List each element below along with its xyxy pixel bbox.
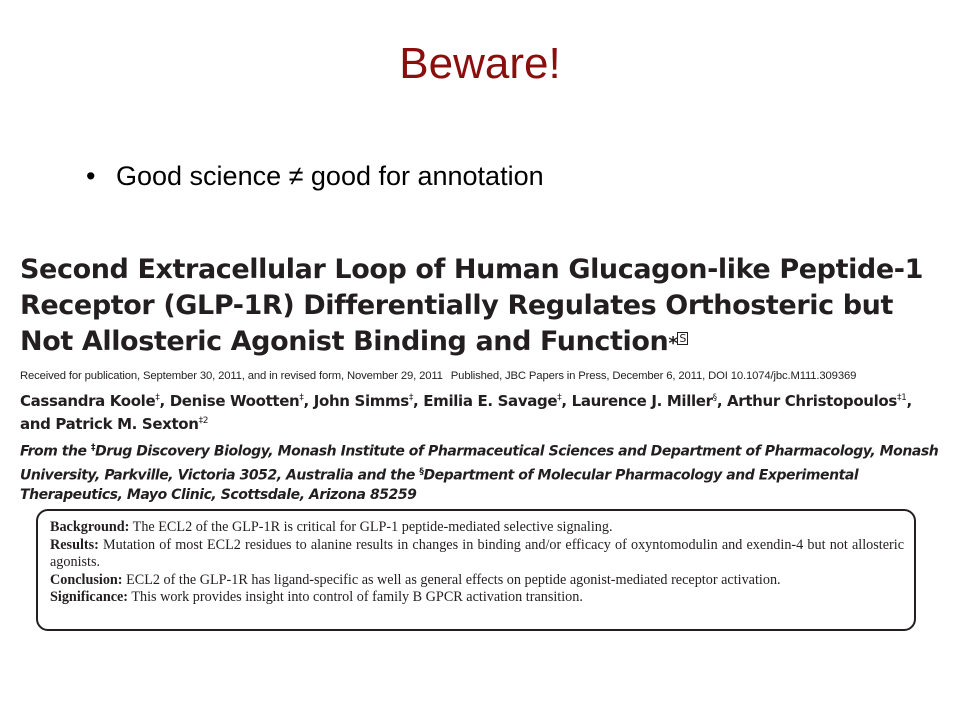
author-name: Cassandra Koole xyxy=(20,392,156,410)
author-separator: , xyxy=(413,392,424,410)
significance-text: This work provides insight into control of family B GPCR activation transition. xyxy=(128,589,583,605)
author-affil-mark: § xyxy=(712,393,717,403)
author-affil-mark: ‡ xyxy=(299,393,304,403)
received-text: Received for publication, September 30, 2011, and in revised form, November 29, 2011 xyxy=(20,370,443,382)
author-affil-mark: ‡2 xyxy=(198,416,209,426)
paper-title xyxy=(20,252,950,360)
author-separator: , xyxy=(906,392,912,410)
abstract-background xyxy=(50,519,904,537)
affil-text-2: Department of Molecular Pharmacology and Experimental Therapeutics, Mayo Clinic, Scottsdale, Arizona 85259 xyxy=(20,467,859,504)
author-separator: , xyxy=(561,392,572,410)
results-text: Mutation of most ECL2 residues to alanine results in changes in binding and/or efficacy of oxyntomodulin and exendin-4 but not allosteric agonists. xyxy=(50,536,904,570)
background-text: The ECL2 of the GLP-1R is critical for GLP-1 peptide-mediated selective signaling. xyxy=(129,519,613,535)
affil-from: From the xyxy=(20,443,91,460)
author-name: Emilia E. Savage xyxy=(423,392,558,410)
significance-label: Significance: xyxy=(50,589,129,605)
author-affil-mark: ‡ xyxy=(557,393,562,403)
author-name: John Simms xyxy=(313,392,409,410)
author-and: and xyxy=(20,415,56,433)
author-name: Arthur Christopoulos xyxy=(727,392,897,410)
author-separator: , xyxy=(716,392,728,410)
published-text: Published, JBC Papers in Press, December 6, 2011, DOI 10.1074/jbc.M111.309369 xyxy=(450,370,857,382)
paper-header xyxy=(20,252,950,505)
paper-title-line-1: Second Extracellular Loop of Human Glucagon-like Peptide-1 xyxy=(20,254,923,285)
conclusion-text: ECL2 of the GLP-1R has ligand-specific as well as general effects on peptide agonist-mediated receptor activation. xyxy=(122,571,781,588)
author-name: Laurence J. Miller xyxy=(571,392,713,410)
author-separator: , xyxy=(303,392,314,410)
abstract-results xyxy=(50,537,904,572)
abstract-significance xyxy=(50,589,904,607)
background-label: Background: xyxy=(50,519,130,535)
abstract-conclusion xyxy=(50,572,904,590)
supplemental-s-icon: S xyxy=(679,332,686,345)
slide-title: Beware! xyxy=(399,39,561,88)
author-separator: , xyxy=(159,392,170,410)
title-footnote-star: * xyxy=(668,333,678,354)
publication-dates xyxy=(20,370,950,382)
paper-title-line-3: Not Allosteric Agonist Binding and Function xyxy=(20,326,669,357)
author-affil-mark: ‡1 xyxy=(896,393,907,403)
author-name: Denise Wootten xyxy=(169,392,300,410)
structured-abstract-box xyxy=(36,509,916,631)
affiliations xyxy=(20,438,950,505)
bullet-icon: • xyxy=(86,161,96,191)
affil-mark-2: § xyxy=(419,466,424,477)
bullet-item xyxy=(86,160,544,192)
affil-text-1: Drug Discovery Biology, Monash Institute of Pharmaceutical Sciences and Department of Pharmacology, Monash University, Parkville, Victoria 3052, Australia and the xyxy=(20,443,939,484)
author-affil-mark: ‡ xyxy=(408,393,414,403)
results-label: Results: xyxy=(50,536,99,553)
author-list xyxy=(20,388,950,434)
affil-mark-1: ‡ xyxy=(91,443,96,453)
paper-title-line-2: Receptor (GLP-1R) Differentially Regulates Orthosteric but xyxy=(20,290,893,321)
author-name: Patrick M. Sexton xyxy=(55,415,199,433)
bullet-text: Good science ≠ good for annotation xyxy=(116,161,544,191)
conclusion-label: Conclusion: xyxy=(50,571,123,588)
author-affil-mark: ‡ xyxy=(155,393,160,403)
